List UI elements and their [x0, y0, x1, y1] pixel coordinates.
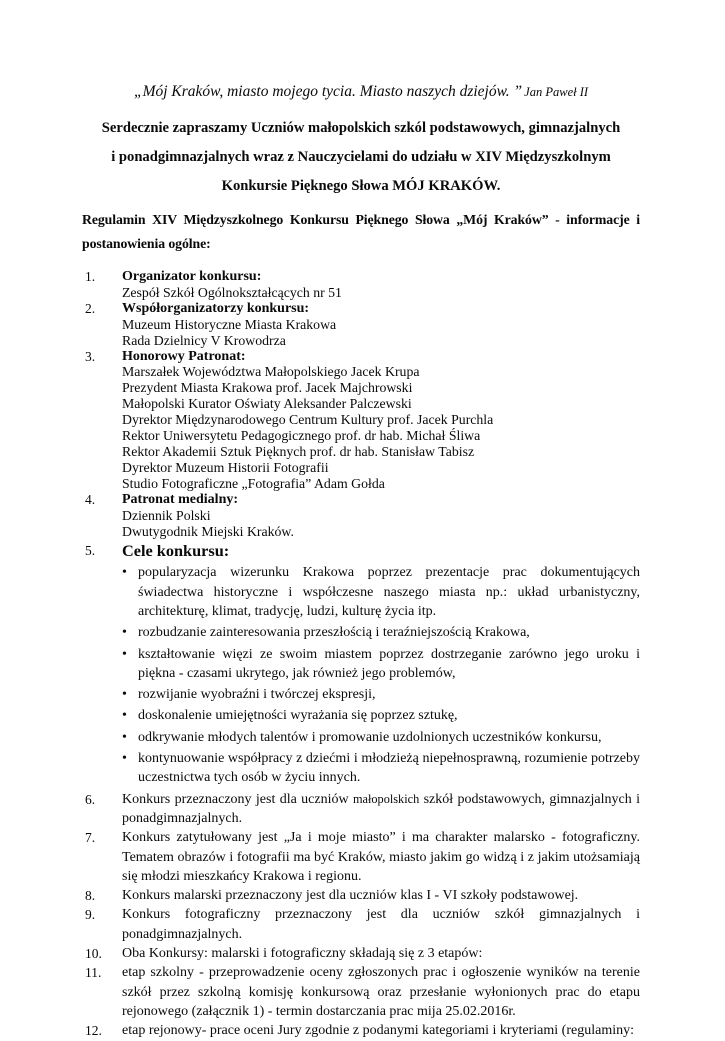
item-paragraph: etap rejonowy- prace oceni Jury zgodnie z podanymi kategoriami i kryteriami (regulaminy:	[122, 1023, 634, 1039]
item-title: Współorganizatorzy konkursu:	[122, 300, 310, 316]
bullet-item	[122, 749, 640, 788]
list-item-2	[82, 301, 640, 349]
intro-line-3: Konkursie Pięknego Słowa MÓJ KRAKÓW.	[221, 178, 501, 194]
bullet-text: doskonalenie umiejętności wyrażania się poprzez sztukę,	[138, 708, 458, 724]
bullet-icon: •	[122, 565, 127, 581]
item-body	[122, 1021, 640, 1040]
bullet-text: kontynuowanie współpracy z dziećmi i młodzieżą niepełnosprawną, rozumienie potrzeby uczestnictwa tych osób w życiu innych.	[138, 751, 640, 786]
bullet-icon: •	[122, 625, 127, 641]
bullet-text: kształtowanie więzi ze swoim miastem poprzez dostrzeganie zarówno jego uroku i piękna - czasami ukrytego, jak również jego problemów,	[138, 646, 640, 681]
intro-block	[82, 114, 640, 201]
item-line: Prezydent Miasta Krakowa prof. Jacek Majchrowski	[122, 380, 413, 396]
list-item-6	[82, 790, 640, 829]
item-number: 11.	[85, 965, 102, 981]
item-body	[122, 828, 640, 886]
list-item-9	[82, 905, 640, 944]
bullet-text: popularyzacja wizerunku Krakowa poprzez prezentacje prac dokumentujących świadectwa historyczne i współczesne naszego miasta np.: układ urbanistyczny, architekturę, klimat, tradycję, ludzi, kulturę życia itp.	[138, 565, 640, 619]
quote-text: „Mój Kraków, miasto mojego tycia. Miasto naszych dziejów. ”	[133, 83, 523, 100]
item-title: Honorowy Patronat:	[122, 348, 246, 364]
intro-line-2: i ponadgimnazjalnych wraz z Nauczycielami do udziału w XIV Międzyszkolnym	[111, 149, 611, 165]
item-line: Dyrektor Międzynarodowego Centrum Kultury prof. Jacek Purchla	[122, 412, 494, 428]
bullet-item	[122, 645, 640, 684]
item-line: Dyrektor Muzeum Historii Fotografii	[122, 459, 329, 475]
item-line: Rektor Akademii Sztuk Pięknych prof. dr hab. Stanisław Tabisz	[122, 443, 475, 459]
bullet-icon: •	[122, 708, 127, 724]
item-paragraph	[122, 790, 640, 829]
item-paragraph: Konkurs zatytułowany jest „Ja i moje miasto” i ma charakter malarsko - fotograficzny. Tematem obrazów i fotografii ma być Kraków, miasto jakim go widzą i z jakim utożsamiają się młodzi mieszkańcy Krakowa i regionu.	[122, 830, 640, 884]
intro-line-1: Serdecznie zapraszamy Uczniów małopolskich szkól podstawowych, gimnazjalnych	[101, 120, 621, 136]
item-body	[122, 905, 640, 944]
item-number: 2.	[85, 300, 96, 316]
paragraph-segment: Konkurs przeznaczony jest dla uczniów	[122, 791, 353, 807]
bullet-item	[122, 728, 640, 747]
paragraph-segment: szkół podstawowych, gimnazjalnych i ponadgimnazjalnych.	[122, 791, 641, 826]
list-item-5	[82, 541, 640, 789]
item-number: 1.	[85, 269, 96, 284]
item-title: Cele konkursu:	[122, 541, 230, 561]
item-body	[122, 301, 640, 349]
item-line: Zespół Szkół Ogólnokształcących nr 51	[122, 284, 342, 300]
regulations-heading: Regulamin XIV Międzyszkolnego Konkursu Pięknego Słowa „Mój Kraków” - informacje i postanowienia ogólne:	[82, 212, 640, 251]
item-line: Muzeum Historyczne Miasta Krakowa	[122, 316, 337, 332]
item-number: 10.	[85, 946, 102, 962]
bullet-text: rozbudzanie zainteresowania przeszłością i teraźniejszością Krakowa,	[138, 625, 530, 641]
bullet-item	[122, 706, 640, 725]
item-title: Organizator konkursu:	[122, 269, 262, 284]
item-body	[122, 886, 640, 905]
paragraph-segment: małopolskich	[352, 791, 420, 806]
item-body	[122, 492, 640, 540]
item-number: 12.	[85, 1023, 102, 1039]
item-paragraph: etap szkolny - przeprowadzenie oceny zgłoszonych prac i ogłoszenie wyników na terenie szkół przez szkolną komisję konkursową oraz przesłanie wyłonionych prac do etapu rejonowego (załącznik 1) - termin dostarczania prac mija 25.02.2016r.	[122, 965, 640, 1019]
bullet-icon: •	[122, 646, 127, 662]
bullet-item	[122, 623, 640, 642]
bullet-text: rozwijanie wyobraźni i twórczej ekspresji,	[138, 687, 376, 703]
item-number: 8.	[85, 888, 96, 904]
item-body	[122, 269, 640, 301]
item-line: Rada Dzielnicy V Krowodrza	[122, 332, 286, 348]
item-paragraph: Konkurs fotograficzny przeznaczony jest dla uczniów szkół gimnazjalnych i ponadgimnazjalnych.	[122, 907, 640, 942]
item-number: 6.	[85, 791, 96, 807]
item-paragraph: Konkurs malarski przeznaczony jest dla uczniów klas I - VI szkoły podstawowej.	[122, 888, 579, 904]
list-item-7	[82, 828, 640, 886]
item-number: 4.	[85, 491, 96, 507]
list-item-3	[82, 349, 640, 492]
item-line: Rektor Uniwersytetu Pedagogicznego prof. dr hab. Michał Śliwa	[122, 428, 481, 444]
list-item-8	[82, 886, 640, 905]
list-item-11	[82, 963, 640, 1021]
item-number: 7.	[85, 830, 96, 846]
item-line: Marszałek Województwa Małopolskiego Jacek Krupa	[122, 364, 420, 380]
list-item-10	[82, 944, 640, 963]
bullet-text: odkrywanie młodych talentów i promowanie uzdolnionych uczestników konkursu,	[138, 729, 602, 745]
item-body	[122, 349, 640, 492]
item-body	[122, 541, 640, 789]
list-item-1	[82, 269, 640, 301]
list-item-4	[82, 492, 640, 540]
quote-author: Jan Paweł II	[524, 85, 589, 99]
item-number: 9.	[85, 907, 96, 923]
item-body	[122, 790, 640, 829]
item-number: 5.	[85, 543, 96, 559]
item-number: 3.	[85, 348, 96, 364]
quote-line	[82, 82, 640, 102]
item-paragraph: Oba Konkursy: malarski i fotograficzny składają się z 3 etapów:	[122, 946, 483, 962]
bullet-item	[122, 685, 640, 704]
bullet-icon: •	[122, 729, 127, 745]
item-title: Patronat medialny:	[122, 491, 239, 507]
bullet-icon: •	[122, 751, 127, 767]
bullet-item	[122, 563, 640, 621]
item-body	[122, 963, 640, 1021]
item-line: Małopolski Kurator Oświaty Aleksander Palczewski	[122, 396, 412, 412]
item-line: Studio Fotograficzne „Fotografia” Adam Gołda	[122, 475, 385, 491]
items-list	[82, 269, 640, 1041]
list-item-12	[82, 1021, 640, 1040]
item-line: Dziennik Polski	[122, 507, 211, 523]
item-body	[122, 944, 640, 963]
bullet-icon: •	[122, 687, 127, 703]
item-line: Dwutygodnik Miejski Kraków.	[122, 523, 294, 539]
